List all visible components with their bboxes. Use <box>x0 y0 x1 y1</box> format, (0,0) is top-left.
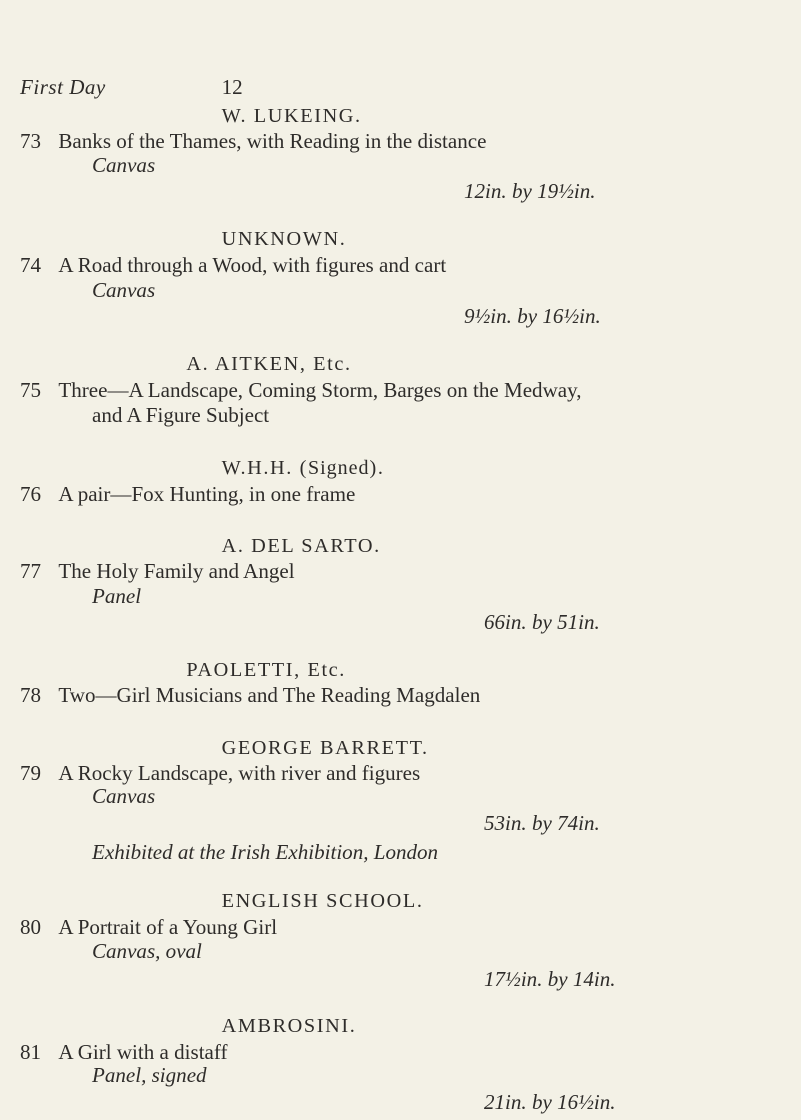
artist-name: A. DEL SARTO. <box>221 534 381 557</box>
lot-dimensions: 21in. by 16½in. <box>484 1089 616 1114</box>
lot-dimensions: 12in. by 19½in. <box>464 179 596 204</box>
page-header-day: First Day <box>20 74 106 99</box>
lot-title: Three—A Landscape, Coming Storm, Barges on the Medway, <box>58 377 582 402</box>
lot-title: A Road through a Wood, with figures and cart <box>58 252 447 277</box>
lot-medium: Panel <box>92 583 142 608</box>
artist-name-main: W.H.H. ( <box>221 457 308 480</box>
lot-number: 80 <box>20 914 42 939</box>
lot-number: 73 <box>20 129 42 154</box>
lot-title: A Girl with a distaff <box>58 1039 228 1064</box>
signed-label: Signed <box>307 457 370 480</box>
lot-dimensions: 17½in. by 14in. <box>484 967 616 992</box>
lot-number: 81 <box>20 1039 42 1064</box>
lot-title: Two—Girl Musicians and The Reading Magdalen <box>58 683 481 708</box>
lot-number: 75 <box>20 377 42 402</box>
artist-name-end: ). <box>369 457 385 480</box>
lot-title: A Rocky Landscape, with river and figures <box>58 761 421 786</box>
artist-name: PAOLETTI, Etc. <box>186 659 346 682</box>
artist-name: A. AITKEN, Etc. <box>186 353 352 376</box>
artist-name <box>222 457 385 480</box>
page-number: 12 <box>221 74 243 99</box>
lot-medium: Canvas, oval <box>92 939 202 964</box>
lot-number: 74 <box>20 252 42 277</box>
lot-dimensions: 53in. by 74in. <box>484 811 600 836</box>
lot-title: Banks of the Thames, with Reading in the distance <box>58 129 487 154</box>
lot-note: Exhibited at the Irish Exhibition, London <box>92 840 439 864</box>
artist-name: AMBROSINI. <box>221 1015 357 1038</box>
lot-medium: Canvas <box>92 152 156 177</box>
lot-medium: Panel, signed <box>92 1063 207 1088</box>
lot-medium: Canvas <box>92 277 156 302</box>
lot-number: 79 <box>20 761 42 786</box>
lot-number: 77 <box>20 559 42 584</box>
lot-number: 76 <box>20 482 42 507</box>
artist-name: GEORGE BARRETT. <box>221 736 429 759</box>
lot-title-continued: and A Figure Subject <box>92 402 270 427</box>
artist-name: UNKNOWN. <box>221 228 347 251</box>
lot-title: The Holy Family and Angel <box>58 559 295 584</box>
artist-name: W. LUKEING. <box>221 104 362 127</box>
lot-dimensions: 9½in. by 16½in. <box>464 303 601 328</box>
lot-title: A pair—Fox Hunting, in one frame <box>58 482 356 507</box>
lot-dimensions: 66in. by 51in. <box>484 609 600 634</box>
artist-name: ENGLISH SCHOOL. <box>221 890 424 913</box>
lot-title: A Portrait of a Young Girl <box>58 914 278 939</box>
lot-medium: Canvas <box>92 784 156 808</box>
lot-number: 78 <box>20 683 42 708</box>
